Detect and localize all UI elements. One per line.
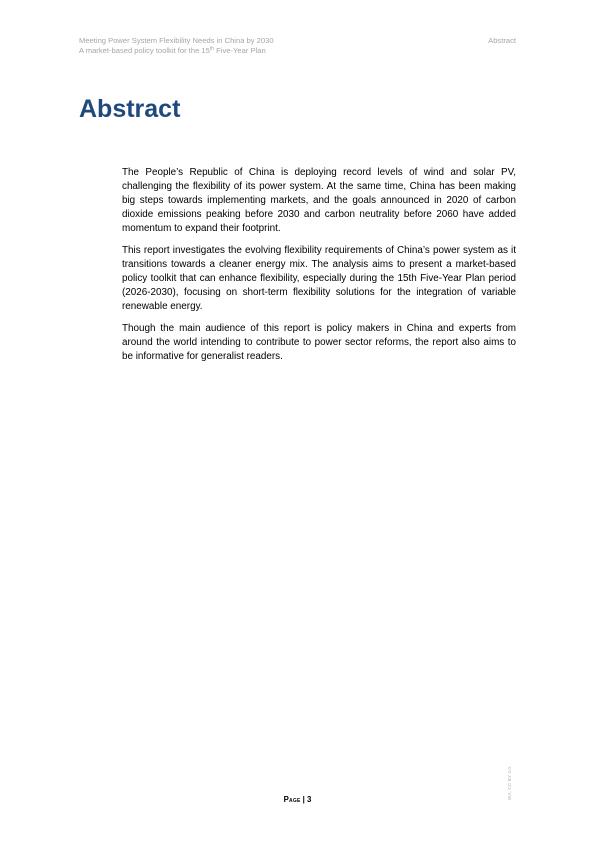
abstract-body (122, 166, 516, 373)
page-label: Page (283, 795, 301, 804)
paragraph-3: Though the main audience of this report is policy makers in China and experts from around the world intending to contribute to power sector reforms, the report also aims to be informative for generalist readers. (122, 323, 516, 363)
page-number: 3 (307, 795, 312, 804)
header-subtitle (79, 46, 274, 56)
header-subtitle-superscript: th (209, 45, 215, 52)
page-footer (0, 795, 595, 805)
header-subtitle-suffix: Five-Year Plan (214, 45, 266, 55)
paragraph-1: The People’s Republic of China is deploying record levels of wind and solar PV, challenging the flexibility of its power system. At the same time, China has been making big steps towards implementing markets, and the goals announced in 2020 of carbon dioxide emissions peaking before 2030 and carbon neutrality before 2060 have added momentum to expand their footprint. (122, 167, 516, 234)
header-subtitle-prefix: A market-based policy toolkit for the 15 (79, 45, 210, 55)
page-separator: | (302, 795, 305, 804)
paragraph-2: This report investigates the evolving flexibility requirements of China’s power system as it transitions towards a cleaner energy mix. The analysis aims to present a market-based policy toolkit that can enhance flexibility, especially during the 15th Five-Year Plan period (2026-2030), focusing on short-term flexibility solutions for the integration of variable renewable energy. (122, 245, 516, 313)
running-header (79, 36, 274, 55)
header-doc-title: Meeting Power System Flexibility Needs in China by 2030 (79, 36, 274, 45)
page-title: Abstract (79, 95, 181, 123)
header-section-name: Abstract (488, 36, 516, 45)
license-credit: IEA. CC BY 4.0. (508, 765, 513, 800)
